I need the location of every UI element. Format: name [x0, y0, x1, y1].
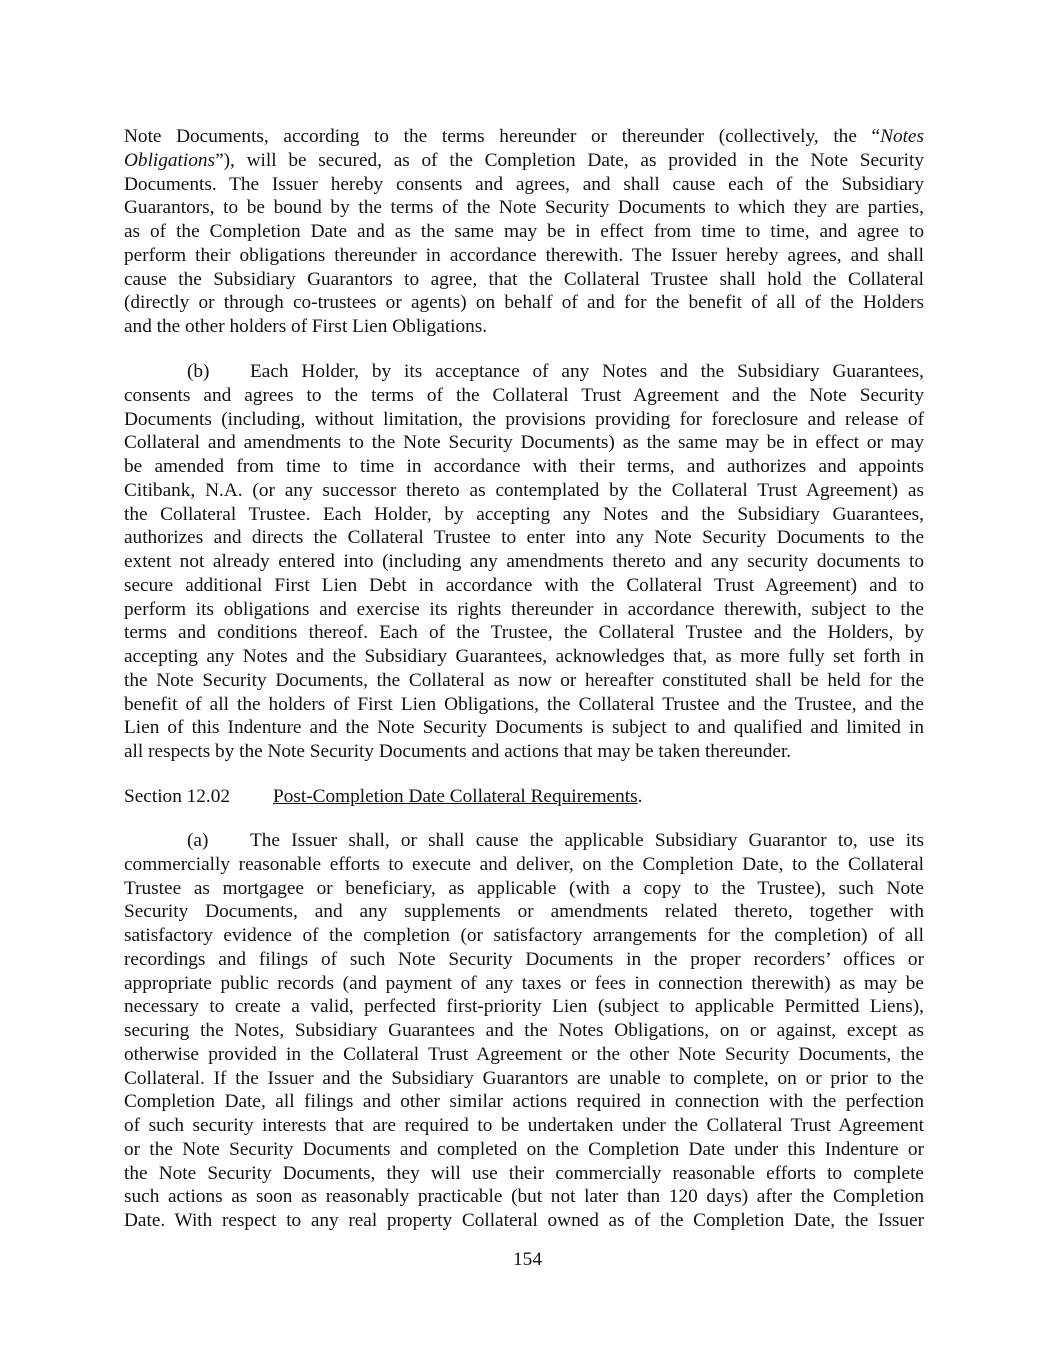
text-line: recordings and filings of such Note Security Documents in the proper recorders’ offices or [124, 948, 924, 970]
text-segment: Note Documents, according to the terms hereunder or thereunder (collectively, the “ [124, 126, 881, 147]
text-line [124, 149, 924, 173]
text-line: and the other holders of First Lien Obligations. [124, 316, 488, 337]
page-number: 154 [513, 1249, 542, 1270]
text-line: all respects by the Note Security Documents and actions that may be taken thereunder. [124, 741, 792, 762]
text-line: consents and agrees to the terms of the Collateral Trust Agreement and the Note Security [124, 384, 924, 406]
text-line: perform their obligations thereunder in accordance therewith. The Issuer hereby agrees, and shall [124, 244, 924, 266]
text-line: authorizes and directs the Collateral Trustee to enter into any Note Security Documents to the [124, 527, 924, 549]
text-line: secure additional First Lien Debt in accordance with the Collateral Trust Agreement) and to [124, 574, 924, 596]
text-line: Trustee as mortgagee or beneficiary, as applicable (with a copy to the Trustee), such Note [124, 877, 924, 899]
text-line: Documents (including, without limitation, the provisions providing for foreclosure and release of [124, 408, 924, 430]
text-line: Collateral and amendments to the Note Security Documents) as the same may be in effect or may [124, 432, 924, 454]
paragraph-label: (a) [187, 830, 209, 851]
text-line: commercially reasonable efforts to execute and deliver, on the Completion Date, to the Collateral [124, 853, 924, 875]
text-line: satisfactory evidence of the completion (or satisfactory arrangements for the completion) of all [124, 925, 924, 946]
text-line: Date. With respect to any real property Collateral owned as of the Completion Date, the Issuer [124, 1210, 924, 1231]
text-line: the Note Security Documents, they will use their commercially reasonable efforts to complete [124, 1162, 924, 1184]
defined-term: Obligations [124, 149, 216, 171]
paragraph-label: (b) [187, 361, 210, 382]
text-line: the Collateral Trustee. Each Holder, by accepting any Notes and the Subsidiary Guarantees, [124, 503, 924, 525]
section-period: . [637, 786, 643, 807]
text-line: necessary to create a valid, perfected first-priority Lien (subject to applicable Permitted Liens), [124, 996, 924, 1018]
text-segment: ”), will be secured, as of the Completion Date, as provided in the Note Security [215, 149, 924, 171]
text-line: securing the Notes, Subsidiary Guarantees and the Notes Obligations, on or against, except as [124, 1020, 924, 1041]
text-line: terms and conditions thereof. Each of the Trustee, the Collateral Trustee and the Holders, by [124, 622, 924, 644]
text-line: cause the Subsidiary Guarantors to agree, that the Collateral Trustee shall hold the Collateral [124, 268, 924, 290]
text-line: of such security interests that are required to be undertaken under the Collateral Trust Agreement [124, 1115, 924, 1136]
text-line [124, 360, 924, 384]
text-line: as of the Completion Date and as the same may be in effect from time to time, and agree to [124, 221, 924, 242]
text-line: the Note Security Documents, the Collateral as now or hereafter constituted shall be held for the [124, 669, 924, 691]
paragraph-b [124, 360, 924, 764]
text-line: extent not already entered into (including any amendments thereto and any security documents to [124, 551, 924, 572]
defined-term: Notes [880, 126, 924, 147]
text-line: otherwise provided in the Collateral Trust Agreement or the other Note Security Documents, the [124, 1043, 924, 1065]
text-line: appropriate public records (and payment of any taxes or fees in connection therewith) as may be [124, 972, 924, 994]
text-segment: The Issuer shall, or shall cause the applicable Subsidiary Guarantor to, use its [250, 830, 924, 851]
paragraph-a [124, 829, 924, 1233]
text-line: (directly or through co-trustees or agents) on behalf of and for the benefit of all of the Holders [124, 292, 924, 314]
paragraph-notes-obligations [124, 125, 924, 339]
text-line: Security Documents, and any supplements or amendments related thereto, together with [124, 901, 924, 923]
text-line [124, 125, 924, 149]
text-line: Documents. The Issuer hereby consents and agrees, and shall cause each of the Subsidiary [124, 173, 924, 195]
text-segment: Each Holder, by its acceptance of any Notes and the Subsidiary Guarantees, [250, 361, 924, 382]
text-line: such actions as soon as reasonably practicable (but not later than 120 days) after the Completion [124, 1186, 924, 1208]
text-line: Lien of this Indenture and the Note Security Documents is subject to and qualified and limited in [124, 717, 924, 739]
section-heading [124, 785, 924, 809]
section-number: Section 12.02 [124, 786, 231, 807]
section-title: Post-Completion Date Collateral Requirements [273, 786, 638, 807]
text-line: Citibank, N.A. (or any successor thereto as contemplated by the Collateral Trust Agreement) as [124, 479, 924, 501]
text-line: Guarantors, to be bound by the terms of the Note Security Documents to which they are parties, [124, 197, 924, 219]
text-line: be amended from time to time in accordance with their terms, and authorizes and appoints [124, 456, 924, 477]
text-line: Collateral. If the Issuer and the Subsidiary Guarantors are unable to complete, on or prior to the [124, 1067, 924, 1089]
text-line: or the Note Security Documents and completed on the Completion Date under this Indenture or [124, 1138, 924, 1160]
text-line: benefit of all the holders of First Lien Obligations, the Collateral Trustee and the Trustee, and the [124, 693, 924, 715]
text-line: accepting any Notes and the Subsidiary Guarantees, acknowledges that, as more fully set forth in [124, 646, 924, 667]
text-line: perform its obligations and exercise its rights thereunder in accordance therewith, subject to the [124, 598, 924, 620]
text-line: Completion Date, all filings and other similar actions required in connection with the perfection [124, 1091, 924, 1113]
text-line [124, 829, 924, 853]
